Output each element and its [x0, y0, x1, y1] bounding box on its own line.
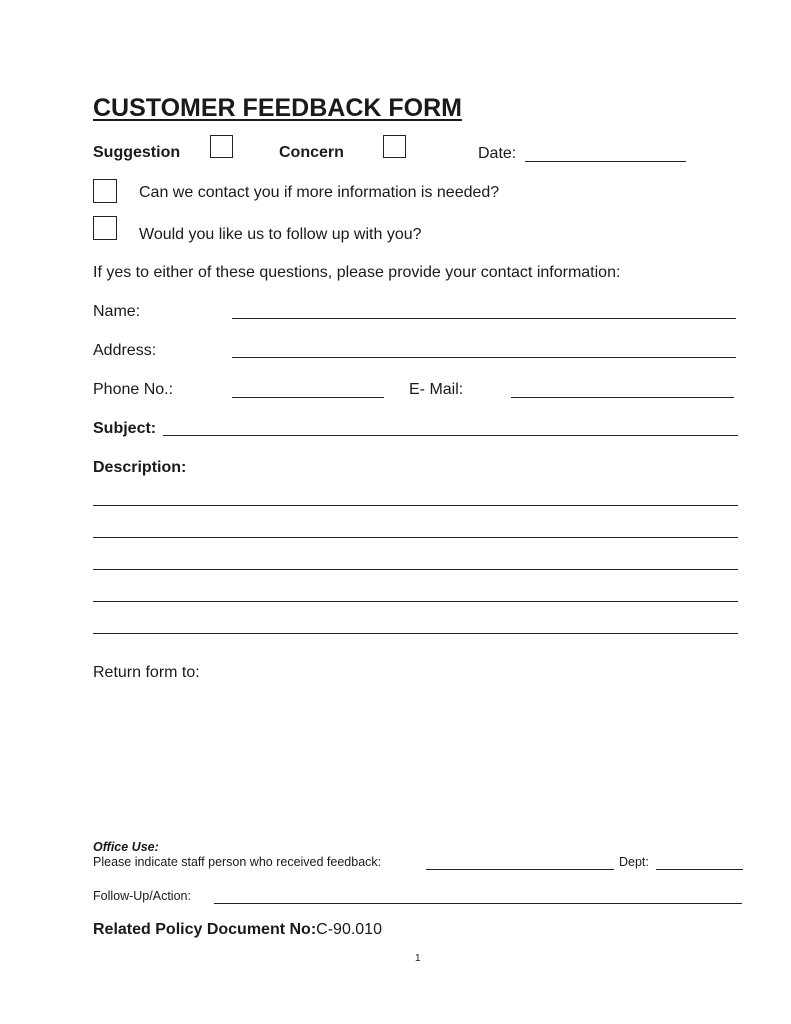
policy-reference: [93, 921, 382, 939]
subject-label: Subject:: [93, 420, 157, 437]
dept-label: Dept:: [619, 855, 649, 869]
email-label: E- Mail:: [409, 381, 464, 398]
address-field[interactable]: [232, 357, 736, 358]
return-label: Return form to:: [93, 664, 200, 681]
followup-checkbox[interactable]: [93, 216, 117, 240]
concern-label: Concern: [279, 144, 344, 161]
followup-action-label: Follow-Up/Action:: [93, 889, 191, 903]
policy-label: Related Policy Document No:: [93, 921, 317, 938]
email-field[interactable]: [511, 397, 734, 398]
contact-checkbox[interactable]: [93, 179, 117, 203]
phone-label: Phone No.:: [93, 381, 174, 398]
description-line[interactable]: [93, 601, 738, 602]
name-label: Name:: [93, 303, 141, 320]
policy-number: C-90.010: [316, 921, 382, 938]
phone-field[interactable]: [232, 397, 384, 398]
description-line[interactable]: [93, 537, 738, 538]
description-label: Description:: [93, 459, 187, 476]
date-label: Date:: [478, 145, 517, 162]
date-field[interactable]: [525, 161, 686, 162]
dept-field[interactable]: [656, 869, 743, 870]
suggestion-checkbox[interactable]: [210, 135, 233, 158]
name-field[interactable]: [232, 318, 736, 319]
description-line[interactable]: [93, 505, 738, 506]
description-line[interactable]: [93, 569, 738, 570]
description-line[interactable]: [93, 633, 738, 634]
followup-question: Would you like us to follow up with you?: [139, 226, 422, 243]
address-label: Address:: [93, 342, 157, 359]
staff-field[interactable]: [426, 869, 614, 870]
page-number: 1: [415, 953, 421, 964]
office-use-heading: Office Use:: [93, 840, 159, 854]
followup-action-field[interactable]: [214, 903, 742, 904]
suggestion-label: Suggestion: [93, 144, 181, 161]
contact-question: Can we contact you if more information is needed?: [139, 184, 500, 201]
subject-field[interactable]: [163, 435, 738, 436]
form-title: CUSTOMER FEEDBACK FORM: [93, 94, 462, 122]
staff-prompt: Please indicate staff person who received feedback:: [93, 855, 382, 869]
concern-checkbox[interactable]: [383, 135, 406, 158]
contact-instruction: If yes to either of these questions, please provide your contact information:: [93, 264, 621, 281]
